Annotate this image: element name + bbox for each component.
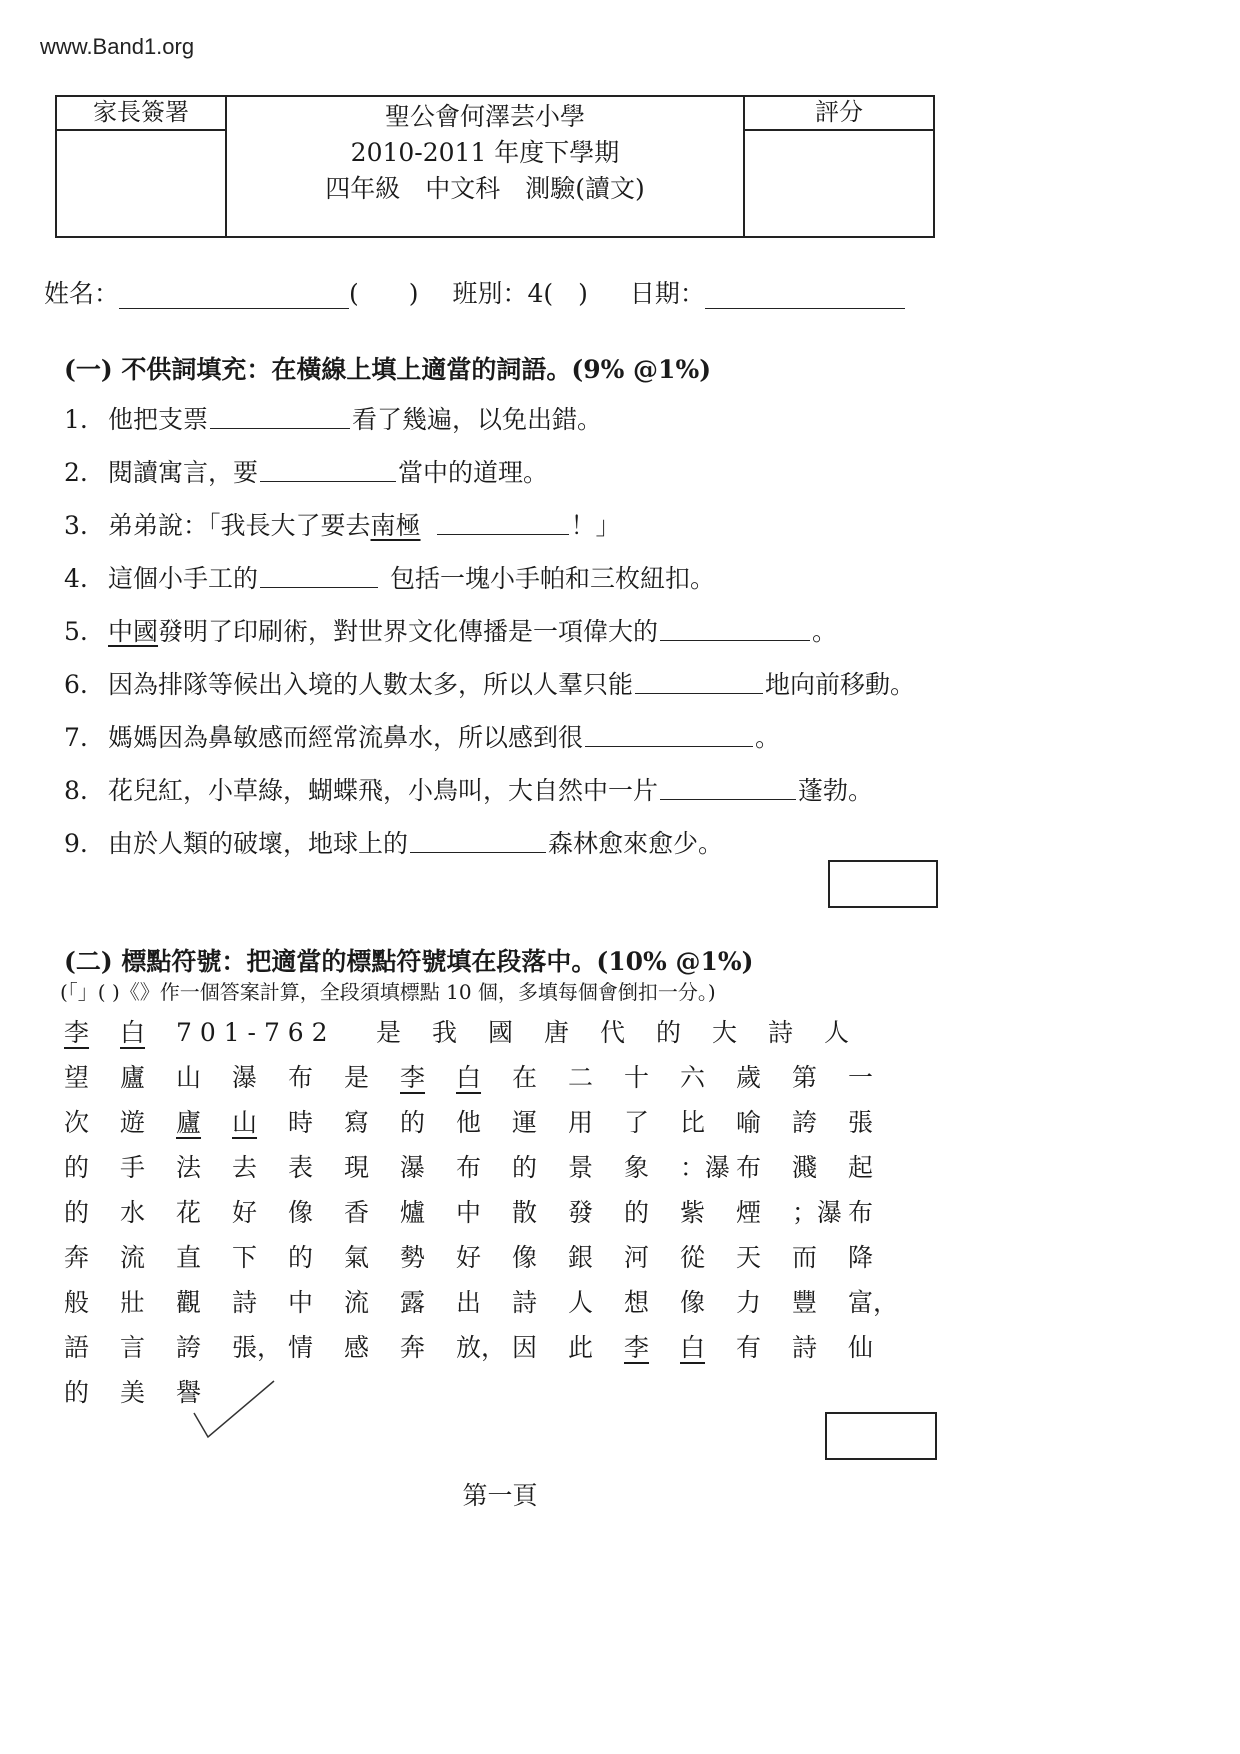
passage-row [64, 1145, 904, 1190]
passage-char: 銀 [568, 1243, 594, 1272]
passage-char: 言 [120, 1333, 146, 1362]
passage-char: 的 [64, 1153, 90, 1182]
answer-blank[interactable] [660, 612, 810, 641]
passage-char: 次 [64, 1108, 90, 1137]
passage-char: 代 [600, 1018, 626, 1047]
passage-char: 喻 [736, 1108, 762, 1137]
passage-char: 表 [288, 1153, 314, 1182]
passage-char: 他 [456, 1108, 482, 1137]
passage-char: 十 [624, 1063, 650, 1092]
question-text-before: 發明了印刷術，對世界文化傳播是一項偉大的 [158, 617, 659, 646]
passage-char: 大 [712, 1018, 738, 1047]
date-label: 日期： [629, 279, 705, 308]
passage-char: 山 [232, 1108, 258, 1137]
passage-char: 降 [848, 1243, 874, 1272]
passage-char: 唐 [544, 1018, 570, 1047]
question-8 [64, 771, 873, 811]
score-cell [745, 97, 933, 236]
answer-blank[interactable] [260, 559, 378, 588]
passage-char: 的 [512, 1153, 538, 1182]
question-text-after: 當中的道理。 [398, 458, 549, 487]
passage-char: 而 [792, 1243, 818, 1272]
passage-row [64, 1010, 904, 1055]
parent-signature-cell [57, 97, 227, 236]
passage-char: 瀑 [232, 1063, 258, 1092]
passage-char: 景 [568, 1153, 594, 1182]
passage-char: 李 [64, 1018, 90, 1047]
passage-char: 美 [120, 1378, 146, 1407]
question-number: 9. [64, 829, 88, 858]
question-text-before: 因為排隊等候出入境的人數太多，所以人羣只能 [108, 670, 634, 699]
passage-row [64, 1235, 904, 1280]
passage-char: 中 [456, 1198, 482, 1227]
passage-char: 運 [512, 1108, 538, 1137]
passage-char: 發 [568, 1198, 594, 1227]
question-5 [64, 612, 837, 652]
passage-char: 白 [680, 1333, 706, 1362]
passage-char: 時 [288, 1108, 314, 1137]
passage-char: 般 [64, 1288, 90, 1317]
website-watermark: www.Band1.org [40, 34, 195, 59]
passage-char: 詩 [512, 1288, 538, 1317]
question-number: 1. [64, 405, 88, 434]
passage-char: 的 [64, 1198, 90, 1227]
passage-char: 從 [680, 1243, 706, 1272]
answer-blank[interactable] [410, 824, 546, 853]
passage-char: 誇 [792, 1108, 818, 1137]
question-number: 3. [64, 511, 88, 540]
passage-row [64, 1280, 904, 1325]
passage-char: 花 [176, 1198, 202, 1227]
passage-char: 仙 [848, 1333, 874, 1362]
passage-char: 好 [232, 1198, 258, 1227]
answer-blank[interactable] [437, 506, 569, 535]
passage-row [64, 1055, 904, 1100]
passage-char: 在 [512, 1063, 538, 1092]
passage-char: 用 [568, 1108, 594, 1137]
answer-blank[interactable] [660, 771, 796, 800]
passage-char: 豐 [792, 1288, 818, 1317]
passage-char: 壯 [120, 1288, 146, 1317]
question-text-before: 媽媽因為鼻敏感而經常流鼻水，所以感到很 [108, 723, 584, 752]
name-label: 姓名： [44, 279, 120, 308]
student-info-row [44, 276, 934, 312]
passage-char: 天 [736, 1243, 762, 1272]
passage-char: 河 [624, 1243, 650, 1272]
question-text-before: 由於人類的破壞，地球上的 [108, 829, 409, 858]
passage-char: 李 [624, 1333, 650, 1362]
passage-char: 的 [400, 1108, 426, 1137]
passage-char: 人 [568, 1288, 594, 1317]
passage-row [64, 1190, 904, 1235]
passage-char: 散 [512, 1198, 538, 1227]
score-label: 評分 [745, 97, 933, 131]
passage-char: 誇 [176, 1333, 202, 1362]
passage-char: 的 [656, 1018, 682, 1047]
passage-char: 法 [176, 1153, 202, 1182]
passage-char: 我 [432, 1018, 458, 1047]
passage-char: 爐 [400, 1198, 426, 1227]
question-text-after: ！」 [570, 511, 621, 540]
question-text-before: 他把支票 [108, 405, 209, 434]
passage-char: 想 [624, 1288, 650, 1317]
passage-char: 張 [848, 1108, 874, 1137]
passage-char: 白 [120, 1018, 146, 1047]
question-3 [64, 506, 621, 546]
passage-char: 詩 [768, 1018, 794, 1047]
passage-char: 去 [232, 1153, 258, 1182]
passage-char: 的 [64, 1378, 90, 1407]
question-text-after: 包括一塊小手帕和三枚紐扣。 [390, 564, 716, 593]
passage-char: 起 [848, 1153, 874, 1182]
passage-char: 的 [624, 1198, 650, 1227]
passage-char: 人 [824, 1018, 850, 1047]
question-number: 5. [64, 617, 88, 646]
passage-char: 因 [512, 1333, 538, 1362]
question-number: 2. [64, 458, 88, 487]
passage-char: 勢 [400, 1243, 426, 1272]
passage-char: 寫 [344, 1108, 370, 1137]
exam-title-cell [227, 97, 745, 236]
class-label: 班別：4( ) [452, 279, 588, 308]
passage-row [64, 1100, 904, 1145]
passage-char: 直 [176, 1243, 202, 1272]
passage-char: 是 [376, 1018, 402, 1047]
passage-char: 廬 [120, 1063, 146, 1092]
passage-char: 第 [792, 1063, 818, 1092]
check-mark-icon [190, 1375, 280, 1445]
section2-note: (「」( )《》作一個答案計算，全段須填標點 10 個，多填每個會倒扣一分。) [60, 980, 716, 1004]
passage-char: 詩 [232, 1288, 258, 1317]
passage-char: ：瀑 [680, 1153, 731, 1182]
question-text-before: 閱讀寓言，要 [108, 458, 259, 487]
passage-char: 詩 [792, 1333, 818, 1362]
passage-char: 遊 [120, 1108, 146, 1137]
passage-char: 香 [344, 1198, 370, 1227]
question-7 [64, 718, 780, 758]
parent-signature-label: 家長簽署 [57, 97, 225, 131]
question-2 [64, 453, 548, 493]
question-text-before: 弟弟說：「我長大了要去 [108, 511, 371, 540]
passage-char: 此 [568, 1333, 594, 1362]
question-text-after: 地向前移動。 [765, 670, 916, 699]
answer-blank[interactable] [210, 400, 350, 429]
passage-char: 譽 [176, 1378, 202, 1407]
passage-char: 布 [736, 1153, 762, 1182]
passage-char: 紫 [680, 1198, 706, 1227]
question-text-after: 蓬勃。 [798, 776, 874, 805]
passage-char: 瀑 [400, 1153, 426, 1182]
class-number-paren: ( ) [349, 279, 419, 308]
passage-char: 李 [400, 1063, 426, 1092]
passage-char: 布 [456, 1153, 482, 1182]
passage-grid [64, 1010, 904, 1415]
passage-char: 煙 [736, 1198, 762, 1227]
passage-char: 有 [736, 1333, 762, 1362]
passage-char: 廬 [176, 1108, 202, 1137]
question-text-after: 。 [755, 723, 781, 752]
passage-char: ；瀑 [792, 1198, 843, 1227]
answer-blank[interactable] [260, 453, 396, 482]
passage-char: 情 [288, 1333, 314, 1362]
section2-title: (二) 標點符號：把適當的標點符號填在段落中。(10% @1%) [64, 947, 754, 976]
question-text-before: 花兒紅，小草綠，蝴蝶飛，小鳥叫，大自然中一片 [108, 776, 659, 805]
passage-char: 的 [288, 1243, 314, 1272]
question-number: 8. [64, 776, 88, 805]
passage-char: 布 [288, 1063, 314, 1092]
passage-char: 像 [512, 1243, 538, 1272]
header-table [55, 95, 935, 238]
passage-char: 流 [344, 1288, 370, 1317]
question-number: 7. [64, 723, 88, 752]
passage-char: 布 [848, 1198, 874, 1227]
passage-char: 語 [64, 1333, 90, 1362]
passage-char: 是 [344, 1063, 370, 1092]
passage-char: 像 [680, 1288, 706, 1317]
question-text-before: 這個小手工的 [108, 564, 259, 593]
passage-char: 望 [64, 1063, 90, 1092]
page-number: 第一頁 [462, 1481, 538, 1510]
proper-noun-underline: 中國 [108, 617, 159, 646]
passage-char: 放， [456, 1333, 507, 1362]
date-field[interactable] [705, 282, 905, 309]
question-number: 6. [64, 670, 88, 699]
proper-noun-underline: 南極 [370, 511, 421, 540]
passage-row [64, 1325, 904, 1370]
passage-char: 水 [120, 1198, 146, 1227]
passage-char: 二 [568, 1063, 594, 1092]
passage-char: 露 [400, 1288, 426, 1317]
passage-char: 好 [456, 1243, 482, 1272]
question-1 [64, 400, 602, 440]
passage-char: 白 [456, 1063, 482, 1092]
passage-char: 手 [120, 1153, 146, 1182]
answer-blank[interactable] [635, 665, 763, 694]
passage-char: 流 [120, 1243, 146, 1272]
passage-char: 奔 [64, 1243, 90, 1272]
exam-subject: 四年級 中文科 測驗(讀文) [325, 174, 645, 203]
passage-char: 觀 [176, 1288, 202, 1317]
passage-char: 出 [456, 1288, 482, 1317]
question-4 [64, 559, 715, 599]
question-text-after: 看了幾遍，以免出錯。 [352, 405, 603, 434]
passage-char: 比 [680, 1108, 706, 1137]
question-number: 4. [64, 564, 88, 593]
passage-char: 氣 [344, 1243, 370, 1272]
school-name: 聖公會何澤芸小學 [384, 102, 585, 131]
passage-char: 下 [232, 1243, 258, 1272]
section1-score-box[interactable] [828, 860, 938, 908]
passage-char: 像 [288, 1198, 314, 1227]
passage-char: 現 [344, 1153, 370, 1182]
passage-char: 中 [288, 1288, 314, 1317]
question-text-after: 森林愈來愈少。 [548, 829, 724, 858]
passage-char: 了 [624, 1108, 650, 1137]
passage-char: 感 [344, 1333, 370, 1362]
name-field[interactable] [119, 282, 349, 309]
passage-char: 歲 [736, 1063, 762, 1092]
passage-char: 7 0 1 - 7 6 2 [176, 1018, 328, 1047]
answer-blank[interactable] [585, 718, 753, 747]
passage-char: 力 [736, 1288, 762, 1317]
passage-char: 象 [624, 1153, 650, 1182]
section2-score-box[interactable] [825, 1412, 937, 1460]
question-6 [64, 665, 915, 705]
passage-char: 富， [848, 1288, 899, 1317]
exam-term: 2010-2011 年度下學期 [350, 138, 620, 167]
section1-title: (一) 不供詞填充：在橫線上填上適當的詞語。(9% @1%) [64, 355, 712, 384]
passage-char: 奔 [400, 1333, 426, 1362]
passage-char: 張， [232, 1333, 283, 1362]
passage-char: 六 [680, 1063, 706, 1092]
passage-char: 濺 [792, 1153, 818, 1182]
question-9 [64, 824, 723, 864]
passage-char: 山 [176, 1063, 202, 1092]
question-text-after: 。 [812, 617, 838, 646]
passage-char: 國 [488, 1018, 514, 1047]
passage-char: 一 [848, 1063, 874, 1092]
